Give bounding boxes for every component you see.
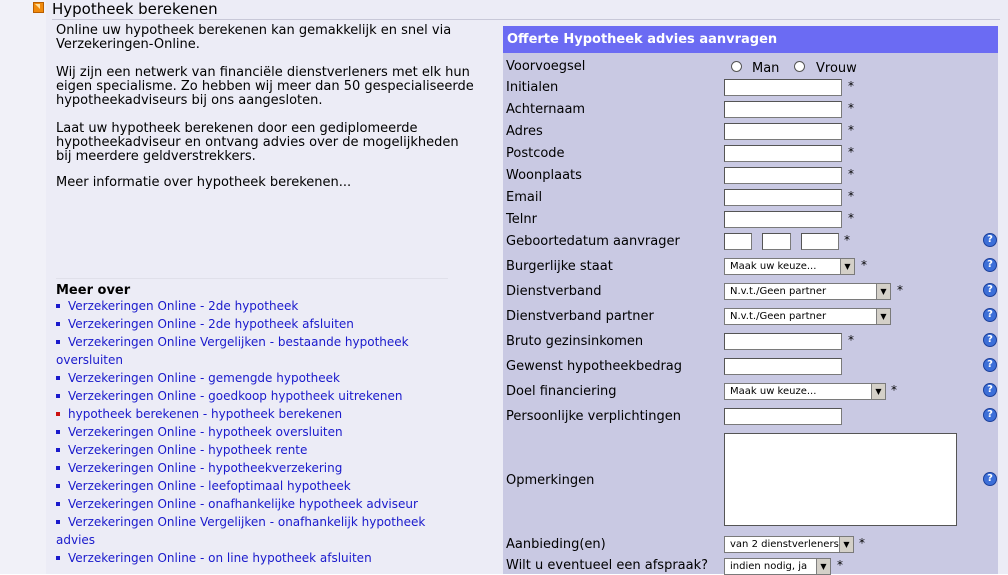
help-icon[interactable]: ? [983, 258, 997, 272]
woonplaats-label: Woonplaats [506, 168, 582, 183]
adres-label: Adres [506, 124, 543, 139]
title-divider [52, 19, 1000, 20]
bullet-icon [56, 520, 60, 524]
required-marker: * [861, 258, 867, 272]
doel-financiering-select[interactable]: Maak uw keuze... ▼ [724, 383, 886, 400]
help-icon[interactable]: ? [983, 472, 997, 486]
list-item-link[interactable]: Verzekeringen Online - onafhankelijke hypotheek adviseur [56, 495, 428, 513]
more-about-heading: Meer over [56, 283, 131, 298]
aanbiedingen-select[interactable]: van 2 dienstverleners ▼ [724, 536, 854, 553]
list-item-link[interactable]: Verzekeringen Online Vergelijken - onafhankelijk hypotheek advies [56, 515, 426, 547]
achternaam-label: Achternaam [506, 102, 586, 117]
opmerkingen-textarea[interactable] [724, 433, 957, 526]
bullet-icon [56, 466, 60, 470]
required-marker: * [859, 536, 865, 550]
radio-vrouw[interactable] [794, 61, 805, 72]
woonplaats-input[interactable] [724, 167, 842, 184]
intro-paragraph-2: Wij zijn een netwerk van financiële dienstverleners met elk hun eigen specialisme. Zo hebben wij meer dan 50 gespecialiseerde hypotheekadviseurs bij ons aangesloten. [56, 65, 474, 108]
telnr-label: Telnr [506, 212, 537, 227]
dienstverband-partner-select[interactable]: N.v.t./Geen partner ▼ [724, 308, 891, 325]
voorvoegsel-label: Voorvoegsel [506, 59, 586, 74]
email-input[interactable] [724, 189, 842, 206]
intro-paragraph-1: Online uw hypotheek berekenen kan gemakkelijk en snel via Verzekeringen-Online. [56, 23, 452, 52]
dienstverband-label: Dienstverband [506, 284, 602, 299]
adres-input[interactable] [724, 123, 842, 140]
afspraak-select[interactable]: indien nodig, ja ▼ [724, 558, 831, 575]
required-marker: * [844, 233, 850, 247]
dienstverband-partner-label: Dienstverband partner [506, 309, 654, 324]
help-icon[interactable]: ? [983, 358, 997, 372]
required-marker: * [848, 145, 854, 159]
list-item-link[interactable]: Verzekeringen Online - leefoptimaal hypotheek [56, 477, 428, 495]
help-icon[interactable]: ? [983, 283, 997, 297]
bullet-icon [56, 304, 60, 308]
chevron-down-icon: ▼ [871, 384, 885, 399]
opmerkingen-label: Opmerkingen [506, 473, 595, 488]
required-marker: * [897, 283, 903, 297]
section-marker-icon [33, 2, 44, 13]
radio-vrouw-label: Vrouw [816, 61, 857, 76]
list-item-link[interactable]: Verzekeringen Online - on line hypotheek afsluiten [56, 549, 428, 567]
required-marker: * [837, 558, 843, 572]
chevron-down-icon: ▼ [876, 284, 890, 299]
required-marker: * [848, 79, 854, 93]
aanbiedingen-label: Aanbieding(en) [506, 537, 606, 552]
required-marker: * [848, 333, 854, 347]
burgerlijke-staat-select[interactable]: Maak uw keuze... ▼ [724, 258, 855, 275]
initialen-label: Initialen [506, 80, 559, 95]
bruto-inkomen-label: Bruto gezinsinkomen [506, 334, 644, 349]
bullet-icon [56, 556, 60, 560]
birth-day-input[interactable] [724, 233, 752, 250]
telnr-input[interactable] [724, 211, 842, 228]
chevron-down-icon: ▼ [840, 259, 854, 274]
help-icon[interactable]: ? [983, 383, 997, 397]
required-marker: * [848, 211, 854, 225]
postcode-input[interactable] [724, 145, 842, 162]
chevron-down-icon: ▼ [839, 537, 853, 552]
intro-paragraph-3: Laat uw hypotheek berekenen door een gediplomeerde hypotheekadviseur en ontvang advies over de mogelijkheden bij meerdere geldverstrekkers. [56, 121, 459, 164]
initialen-input[interactable] [724, 79, 842, 96]
dienstverband-select[interactable]: N.v.t./Geen partner ▼ [724, 283, 891, 300]
list-item-link[interactable]: Verzekeringen Online - hypotheek oversluiten [56, 423, 428, 441]
gewenst-bedrag-input[interactable] [724, 358, 842, 375]
form-title: Offerte Hypotheek advies aanvragen [503, 26, 998, 53]
afspraak-label: Wilt u eventueel een afspraak? [506, 558, 709, 573]
verplichtingen-label: Persoonlijke verplichtingen [506, 409, 682, 424]
more-info-link[interactable]: Meer informatie over hypotheek berekenen... [56, 175, 352, 190]
page-title: Hypotheek berekenen [52, 0, 218, 18]
list-item-link[interactable]: Verzekeringen Online - hypotheek rente [56, 441, 428, 459]
bullet-icon [56, 484, 60, 488]
gewenst-bedrag-label: Gewenst hypotheekbedrag [506, 359, 683, 374]
help-icon[interactable]: ? [983, 233, 997, 247]
list-item-link-current[interactable]: hypotheek berekenen - hypotheek berekenen [56, 405, 428, 423]
list-item-link[interactable]: Verzekeringen Online Vergelijken - bestaande hypotheek oversluiten [56, 335, 409, 367]
bullet-icon [56, 448, 60, 452]
bullet-icon [56, 430, 60, 434]
list-item-link[interactable]: Verzekeringen Online - hypotheekverzekering [56, 459, 428, 477]
list-item-link[interactable]: Verzekeringen Online - 2de hypotheek afsluiten [56, 315, 428, 333]
required-marker: * [848, 123, 854, 137]
section-divider [56, 278, 448, 279]
left-margin [0, 0, 46, 574]
birth-year-input[interactable] [801, 233, 839, 250]
doel-financiering-label: Doel financiering [506, 384, 617, 399]
required-marker: * [848, 167, 854, 181]
radio-man[interactable] [731, 61, 742, 72]
chevron-down-icon: ▼ [816, 559, 830, 574]
verplichtingen-input[interactable] [724, 408, 842, 425]
bullet-icon [56, 502, 60, 506]
achternaam-input[interactable] [724, 101, 842, 118]
required-marker: * [891, 383, 897, 397]
required-marker: * [848, 101, 854, 115]
postcode-label: Postcode [506, 146, 565, 161]
list-item-link[interactable]: Verzekeringen Online - goedkoop hypotheek uitrekenen [56, 387, 428, 405]
required-marker: * [848, 189, 854, 203]
birth-month-input[interactable] [762, 233, 791, 250]
bullet-icon [56, 322, 60, 326]
chevron-down-icon: ▼ [876, 309, 890, 324]
list-item-link[interactable]: Verzekeringen Online - gemengde hypotheek [56, 369, 428, 387]
bullet-icon [56, 376, 60, 380]
bullet-icon [56, 412, 60, 416]
radio-man-label: Man [752, 61, 780, 76]
bruto-inkomen-input[interactable] [724, 333, 842, 350]
burgerlijke-staat-label: Burgerlijke staat [506, 259, 613, 274]
list-item-link[interactable]: Verzekeringen Online - 2de hypotheek [56, 297, 428, 315]
geboortedatum-label: Geboortedatum aanvrager [506, 234, 680, 249]
help-icon[interactable]: ? [983, 308, 997, 322]
help-icon[interactable]: ? [983, 333, 997, 347]
help-icon[interactable]: ? [983, 408, 997, 422]
bullet-icon [56, 394, 60, 398]
bullet-icon [56, 340, 60, 344]
email-label: Email [506, 190, 543, 205]
